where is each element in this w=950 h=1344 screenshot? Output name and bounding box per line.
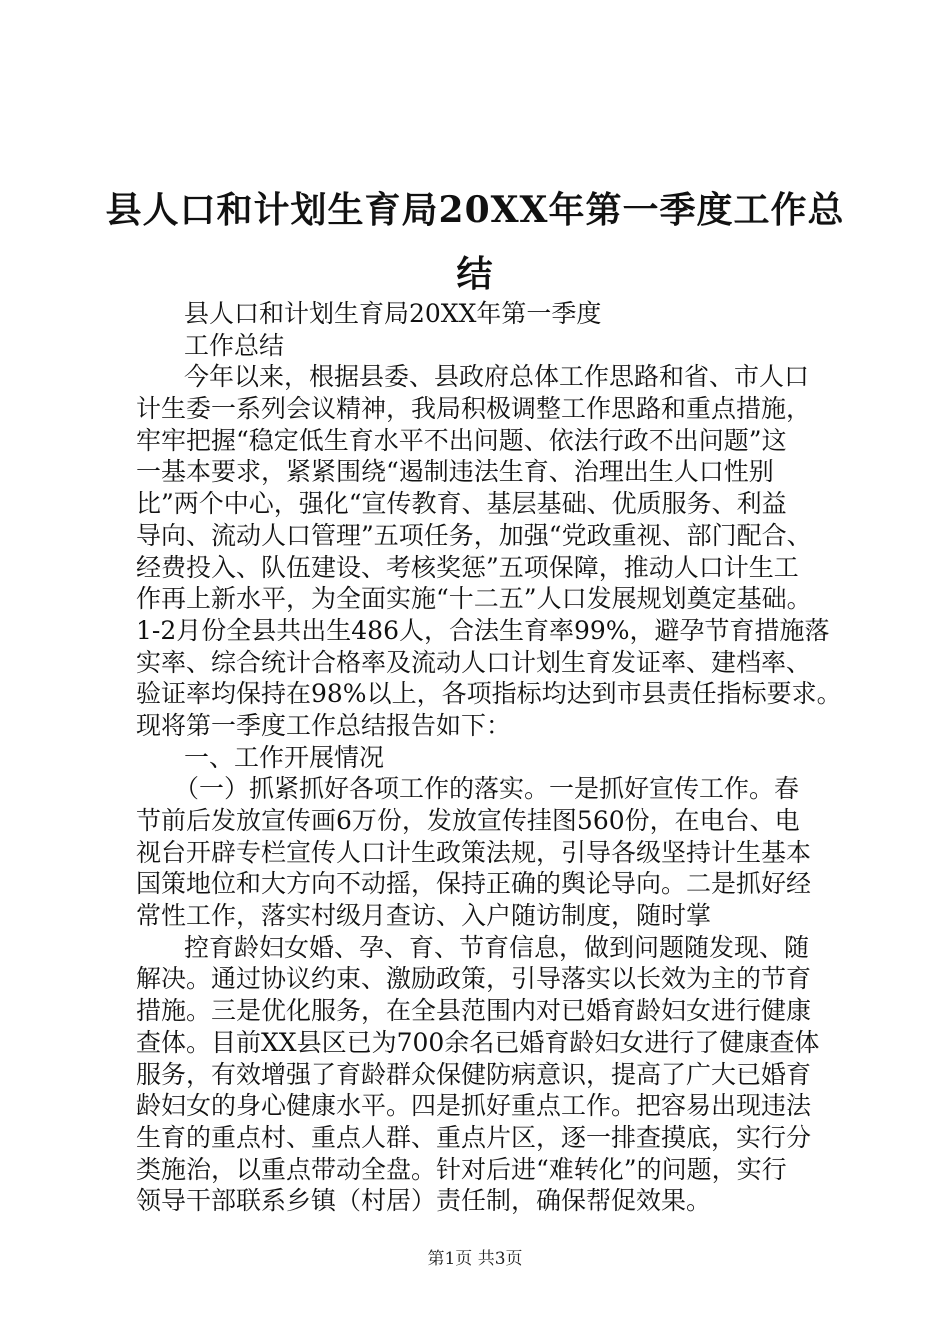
paragraph-line: 作再上新水平，为全面实施“十二五”人口发展规划奠定基础。 [136,584,812,614]
paragraph-line: 龄妇女的身心健康水平。四是抓好重点工作。把容易出现违法 [136,1091,812,1121]
subtitle-line-2: 工作总结 [184,330,285,360]
page-footer [0,1244,950,1269]
paragraph-line: 查体。目前XX县区已为700余名已婚育龄妇女进行了健康查体 [136,1027,820,1057]
paragraph-line: 比”两个中心，强化“宣传教育、基层基础、优质服务、利益 [136,489,787,519]
document-body [136,298,850,1217]
paragraph-line: 解决。通过协议约束、激励政策，引导落实以长效为主的节育 [136,964,812,994]
paragraph-line: 计生委一系列会议精神，我局积极调整工作思路和重点措施， [136,394,812,424]
paragraph-line: 节前后发放宣传画6万份，发放宣传挂图560份，在电台、电 [136,806,800,835]
document-title [100,178,850,306]
paragraph-line: 国策地位和大方向不动摇，保持正确的舆论导向。二是抓好经 [136,869,812,899]
paragraph-line: （一）抓紧抓好各项工作的落实。一是抓好宣传工作。春 [174,774,800,804]
paragraph-line: 类施治，以重点带动全盘。针对后进“难转化”的问题，实行 [136,1154,787,1184]
section-heading: 一、工作开展情况 [184,742,385,772]
paragraph-line: 牢牢把握“稳定低生育水平不出问题、依法行政不出问题”这 [136,425,787,455]
paragraph-line: 视台开辟专栏宣传人口计生政策法规，引导各级坚持计生基本 [136,837,812,867]
paragraph-line: 经费投入、队伍建设、考核奖惩”五项保障，推动人口计生工 [136,552,799,582]
paragraph-line: 现将第一季度工作总结报告如下： [136,710,512,740]
paragraph-line: 今年以来，根据县委、县政府总体工作思路和省、市人口 [184,362,810,392]
title-line-1: 县人口和计划生育局20XX年第一季度工作总 [105,189,845,231]
page-number: 第1页 共3页 [427,1249,523,1269]
paragraph-line: 常性工作，落实村级月查访、入户随访制度，随时掌 [136,901,712,931]
subtitle-line-1: 县人口和计划生育局20XX年第一季度 [184,299,602,328]
paragraph-line: 一基本要求，紧紧围绕“遏制违法生育、治理出生人口性别 [136,457,774,487]
paragraph-line: 验证率均保持在98%以上，各项指标均达到市县责任指标要求。 [136,679,842,709]
paragraph-line: 导向、流动人口管理”五项任务，加强“党政重视、部门配合、 [136,520,812,550]
paragraph-line: 措施。三是优化服务，在全县范围内对已婚育龄妇女进行健康 [136,996,812,1026]
paragraph-line: 服务，有效增强了育龄群众保健防病意识，提高了广大已婚育 [136,1059,812,1089]
title-line-2: 结 [456,253,494,295]
paragraph-line: 实率、综合统计合格率及流动人口计划生育发证率、建档率、 [136,647,812,677]
paragraph-line: 领导干部联系乡镇（村居）责任制，确保帮促效果。 [136,1186,712,1216]
paragraph-line: 1-2月份全县共出生486人，合法生育率99%，避孕节育措施落 [136,615,830,645]
paragraph-line: 生育的重点村、重点人群、重点片区，逐一排查摸底，实行分 [136,1122,812,1152]
paragraph-line: 控育龄妇女婚、孕、育、节育信息，做到问题随发现、随 [184,932,810,962]
